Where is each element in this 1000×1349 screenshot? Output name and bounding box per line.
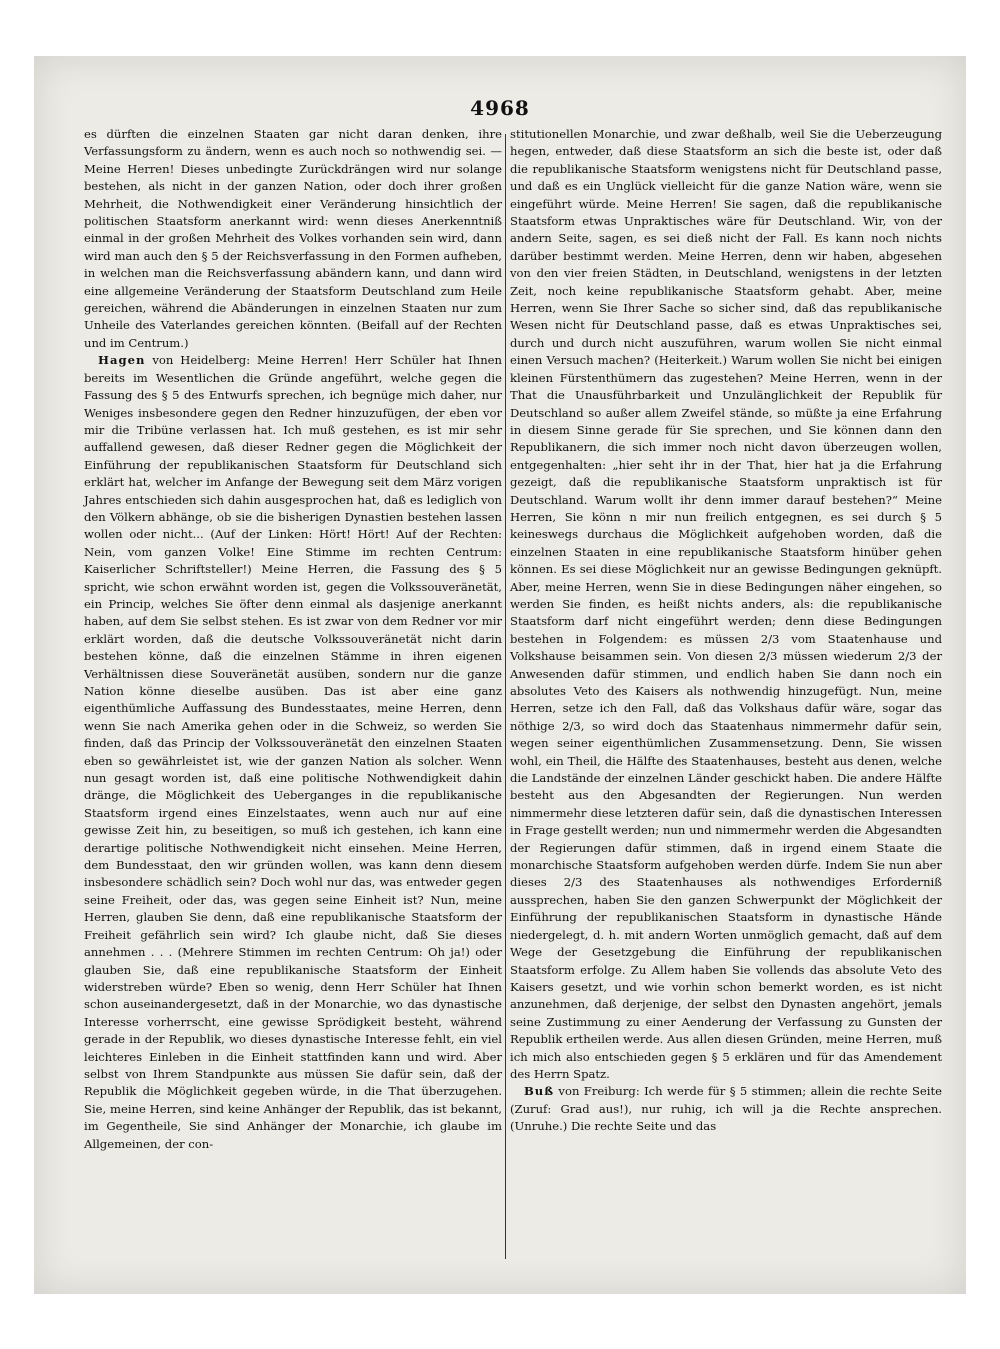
- page-number: 4968: [470, 96, 530, 120]
- right-paragraph-1: stitutionellen Monarchie, und zwar deßhalb, weil Sie die Ueberzeugung hegen, entweder, daß diese Staatsform an sich die beste ist, oder daß die republikanische Staatsform wenigstens nicht für Deutschland passe, und daß es ein Unglück vielleicht für die ganze Nation wäre, wenn sie eingeführt würde. Meine Herren! Sie sagen, daß die republikanische Staatsform etwas Unpraktisches wäre für Deutschland. Wir, von der andern Seite, sagen, es sei dieß nicht der Fall. Es kann noch nichts darüber bestimmt werden. Meine Herren, denn wir haben, abgesehen von den vier freien Städten, in Deutschland, wenigstens in der letzten Zeit, noch keine republikanische Staatsform gehabt. Aber, meine Herren, wenn Sie Ihrer Sache so sicher sind, daß das republikanische Wesen nicht für Deutschland passe, daß es etwas Unpraktisches sei, durch und durch nicht auszuführen, warum wollen Sie nicht einmal einen Versuch machen? (Heiterkeit.) Warum wollen Sie nicht bei einigen kleinen Fürstenthümern das zugestehen? Meine Herren, wenn in der That die Unausführbarkeit und Unzulänglichkeit der Republik für Deutschland so außer allem Zweifel stände, so müßte ja eine Erfahrung in diesem Sinne gerade für Sie sprechen, und Sie können dann den Republikanern, die sich immer noch nicht davon überzeugen wollen, entgegenhalten: „hier seht ihr in der That, hier hat ja die Erfahrung gezeigt, daß die republikanische Staatsform unpraktisch ist für Deutschland. Warum wollt ihr denn immer darauf bestehen?“ Meine Herren, Sie könn n mir nun freilich entgegnen, es sei durch § 5 keineswegs durchaus die Möglichkeit aufgehoben worden, daß die einzelnen Staaten in eine republikanische Staatsform hinüber gehen können. Es sei diese Möglichkeit nur an gewisse Bedingungen geknüpft. Aber, meine Herren, wenn Sie in diese Bedingungen näher eingehen, so werden Sie finden, es heißt nichts anders, als: die republikanische Staatsform darf nicht eingeführt werden; denn diese Bedingungen bestehen in Folgendem: es müssen 2/3 vom Staatenhause und Volkshause beisammen sein. Von diesen 2/3 müssen wiederum 2/3 der Anwesenden dafür stimmen, und endlich haben Sie dann noch ein absolutes Veto des Kaisers als nothwendig hinzugefügt. Nun, meine Herren, setze ich den Fall, daß das Volkshaus dafür wäre, sogar das nöthige 2/3, so wird doch das Staatenhaus nimmermehr dafür sein, wegen seiner eigenthümlichen Zusammensetzung. Denn, Sie wissen wohl, ein Theil, die Hälfte des Staatenhauses, besteht aus denen, welche die Landstände der einzelnen Länder geschickt haben. Die andere Hälfte besteht aus den Abgesandten der Regierungen. Nun werden nimmermehr diese letzteren dafür sein, daß die dynastischen Interessen in Frage gestellt werden; nun und nimmermehr werden die Abgesandten der Regierungen dafür stimmen, daß in irgend einem Staate die monarchische Staatsform aufgehoben werden dürfe. Indem Sie nun aber dieses 2/3 des Staatenhauses als nothwendiges Erforderniß aussprechen, haben Sie den ganzen Schwerpunkt der Möglichkeit der Einführung der republikanischen Staatsform in dynastische Hände niedergelegt, d. h. mit andern Worten unmöglich gemacht, daß auf dem Wege der Gesetzgebung die Einführung der republikanischen Staatsform erfolge. Zu Allem haben Sie vollends das absolute Veto des Kaisers gesetzt, und wie vorhin schon bemerkt worden, es ist nicht anzunehmen, daß derjenige, der selbst den Dynasten angehört, jemals seine Zustimmung zu einer Aenderung der Verfassung zu Gunsten der Republik ertheilen werde. Aus allen diesen Gründen, meine Herren, muß ich mich also entschieden gegen § 5 erklären und für das Amendement des Herrn Spatz.: [510, 127, 942, 1081]
- left-paragraph-2-text: von Heidelberg: Meine Herren! Herr Schüler hat Ihnen bereits im Wesentlichen die Gründe angeführt, welche gegen die Fassung des § 5 des Entwurfs sprechen, ich begnüge mich daher, nur Weniges insbesondere gegen den Redner hinzuzufügen, der eben vor mir die Tribüne verlassen hat. Ich muß gestehen, es ist mir sehr auffallend gewesen, daß dieser Redner gegen die Möglichkeit der Einführung der republikanischen Staatsform für Deutschland sich erklärt hat, welcher im Anfange der Bewegung seit dem März vorigen Jahres entschieden sich dahin ausgesprochen hat, daß es lediglich von den Völkern abhänge, ob sie die bisherigen Dynastien bestehen lassen wollen oder nicht... (Auf der Linken: Hört! Hört! Auf der Rechten: Nein, vom ganzen Volke! Eine Stimme im rechten Centrum: Kaiserlicher Schriftsteller!) Meine Herren, die Fassung des § 5 spricht, wie schon erwähnt worden ist, gegen die Volkssouveränetät, ein Princip, welches Sie öfter denn einmal als dasjenige anerkannt haben, auf dem Sie selbst stehen. Es ist zwar von dem Redner vor mir erklärt worden, daß die deutsche Volkssouveränetät nicht darin bestehen könne, daß die einzelnen Stämme in ihren eigenen Verhältnissen diese Souveränetät ausüben, sondern nur die ganze Nation könne dieselbe ausüben. Das ist aber eine ganz eigenthümliche Auffassung des Bundesstaates, meine Herren, denn wenn Sie nach Amerika gehen oder in die Schweiz, so werden Sie finden, daß das Princip der Volkssouveränetät den einzelnen Staaten eben so gewährleistet ist, wie der ganzen Nation als solcher. Wenn nun gesagt worden ist, daß eine politische Nothwendigkeit dahin dränge, die Möglichkeit des Ueberganges in die republikanische Staatsform irgend eines Einzelstaates, wenn auch nur auf eine gewisse Zeit hin, zu beseitigen, so muß ich gestehen, ich kann eine derartige politische Nothwendigkeit nicht einsehen. Meine Herren, dem Bundesstaat, den wir gründen wollen, was kann denn diesem insbesondere schädlich sein? Doch wohl nur das, was entweder gegen seine Freiheit, oder das, was gegen seine Einheit ist? Nun, meine Herren, glauben Sie denn, daß eine republikanische Staatsform der Freiheit gefährlich sein wird? Ich glaube nicht, daß Sie dieses annehmen . . . (Mehrere Stimmen im rechten Centrum: Oh ja!) oder glauben Sie, daß eine republikanische Staatsform der Einheit widerstreben würde? Eben so wenig, denn Herr Schüler hat Ihnen schon auseinandergesetzt, daß in der Monarchie, wo das dynastische Interesse vorherrscht, eine gewisse Sprödigkeit besteht, während gerade in der Republik, wo dieses dynastische Interesse fehlt, ein viel leichteres Einleben in die Einheit stattfinden kann und wird. Aber selbst von Ihrem Standpunkte aus müssen Sie dafür sein, daß der Republik die Möglichkeit gegeben würde, in die That überzugehen. Sie, meine Herren, sind keine Anhänger der Republik, das ist bekannt, im Gegentheile, Sie sind Anhänger der Monarchie, ich glaube im Allgemeinen, der con-: [84, 353, 502, 1151]
- right-paragraph-2-text: von Freiburg: Ich werde für § 5 stimmen; allein die rechte Seite (Zuruf: Grad aus!), nur ruhig, ich will ja die Rechte ansprechen. (Unruhe.) Die rechte Seite und das: [510, 1084, 942, 1134]
- speaker-name-buss: Buß: [524, 1084, 555, 1099]
- speaker-name-hagen: Hagen: [98, 353, 146, 368]
- left-paragraph-2: [84, 352, 502, 1153]
- right-paragraph-2: [510, 1083, 942, 1135]
- left-column: [84, 126, 502, 1153]
- left-paragraph-1: es dürften die einzelnen Staaten gar nicht daran denken, ihre Verfassungsform zu ändern, wenn es auch noch so nothwendig sei. — Meine Herren! Dieses unbedingte Zurückdrängen wird nur solange bestehen, als nicht in der ganzen Nation, oder doch ihrer großen Mehrheit, die Nothwendigkeit einer Veränderung hinsichtlich der politischen Staatsform anerkannt wird: wenn dieses Anerkenntniß einmal in der großen Mehrheit des Volkes vorhanden sein wird, dann wird man auch den § 5 der Reichsverfassung in den Formen aufheben, in welchen man die Reichsverfassung abändern kann, und dann wird eine allgemeine Veränderung der Staatsform Deutschland zum Heile gereichen, während die Abänderungen in einzelnen Staaten nur zum Unheile des Vaterlandes gereichen könnten. (Beifall auf der Rechten und im Centrum.): [84, 127, 502, 350]
- document-page: [34, 56, 966, 1294]
- column-divider: [505, 134, 506, 1259]
- right-column: [510, 126, 942, 1136]
